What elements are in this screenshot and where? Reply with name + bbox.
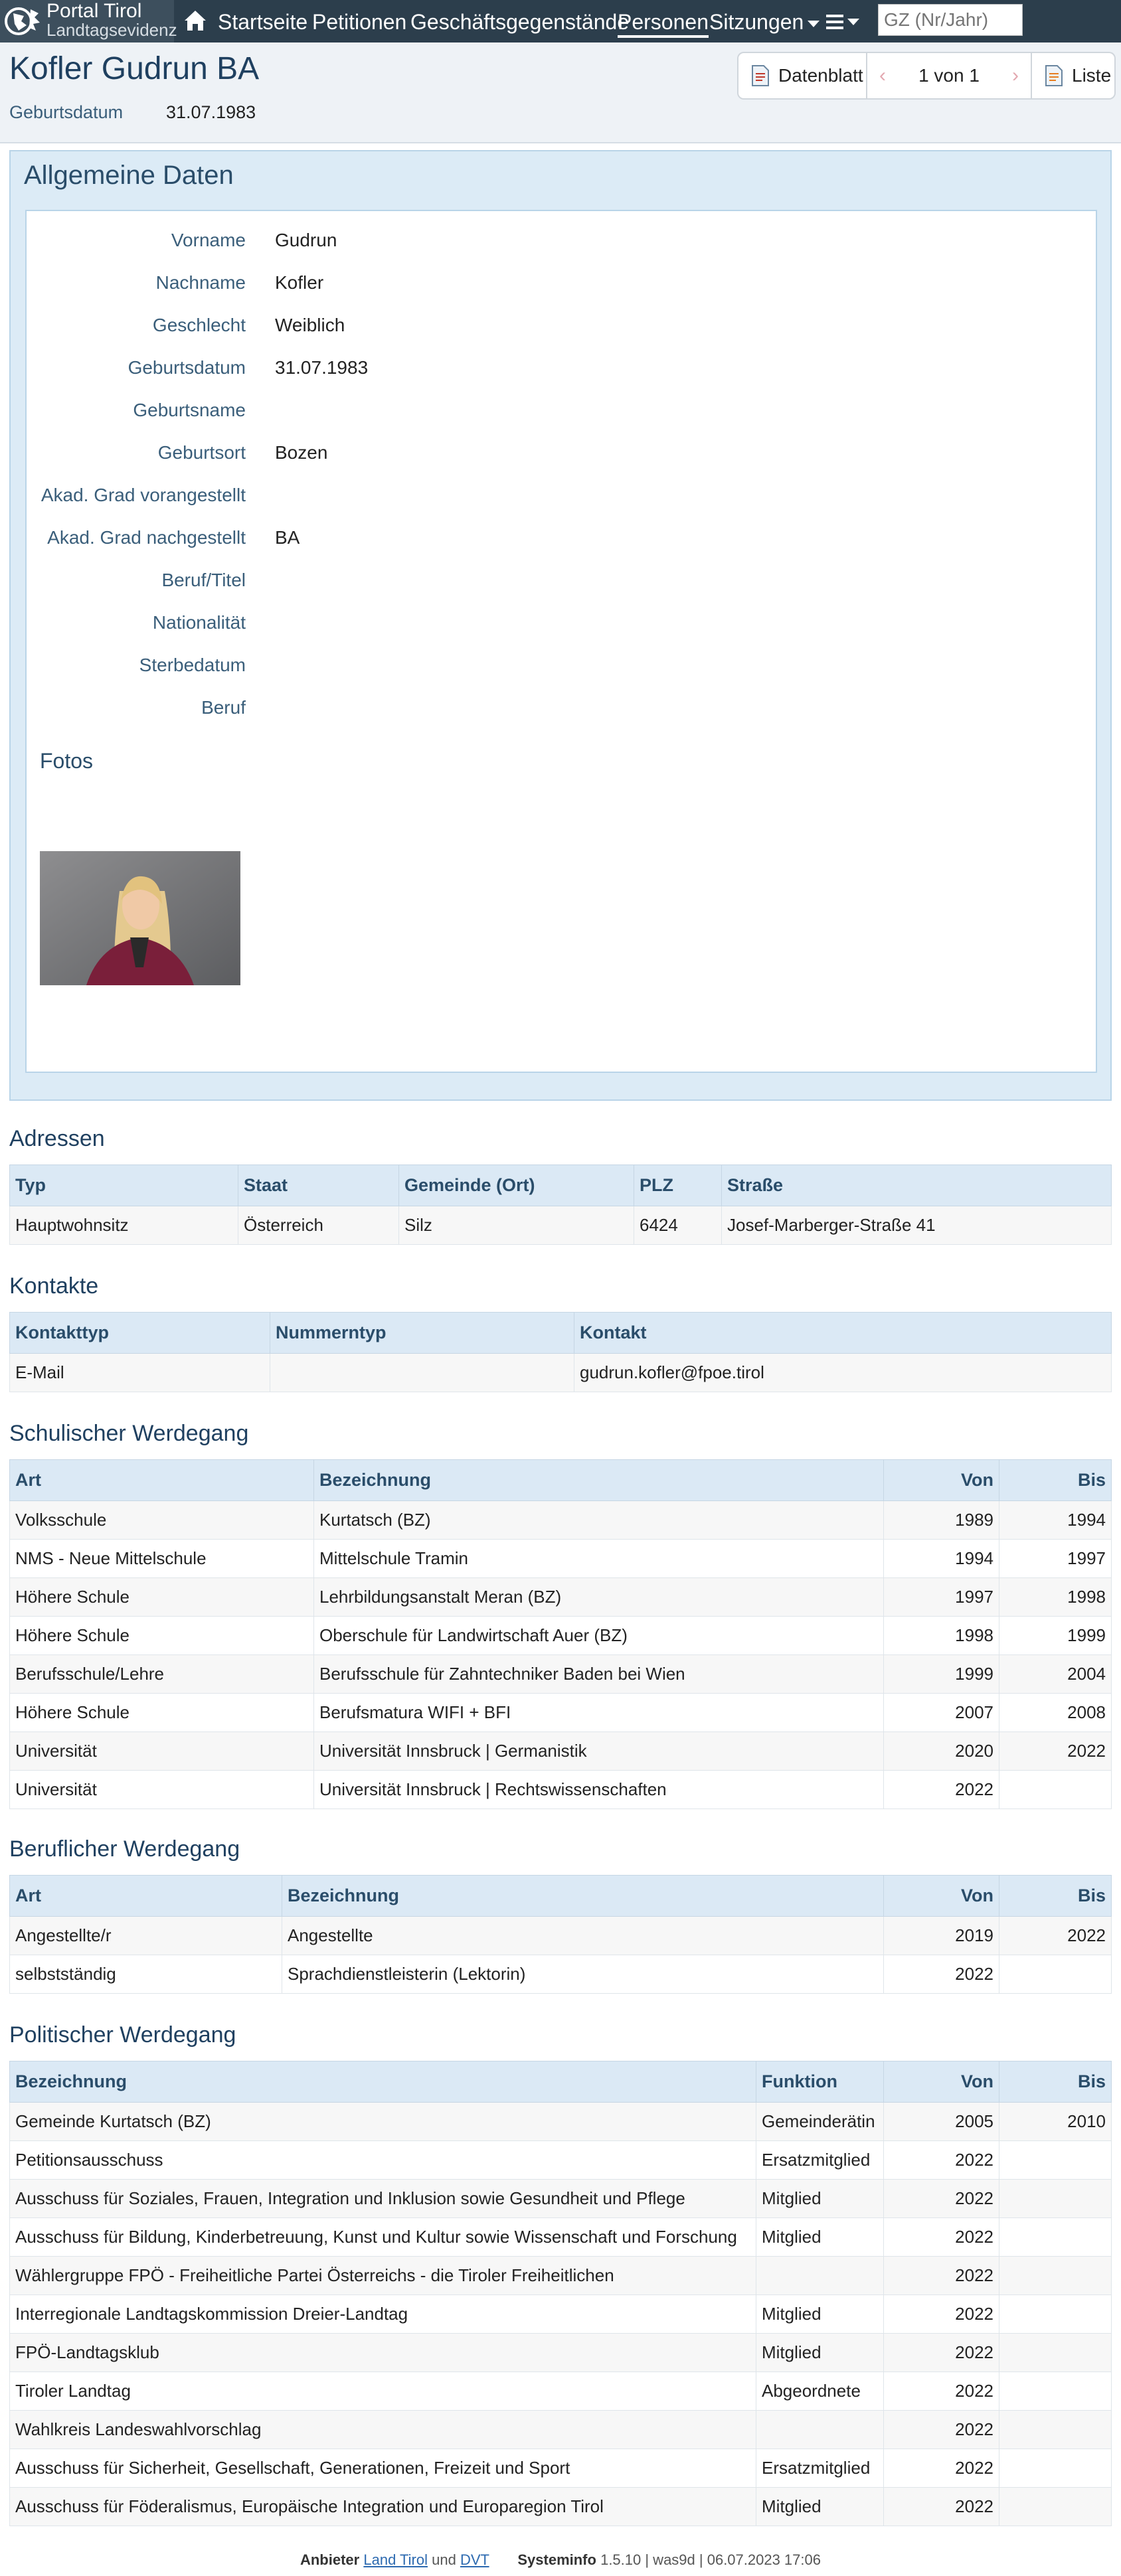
column-header[interactable]: Bezeichnung — [314, 1460, 884, 1501]
navbar — [0, 0, 1121, 42]
table-cell: Berufsmatura WIFI + BFI — [314, 1694, 884, 1732]
table-cell — [999, 2141, 1112, 2180]
field-label: Akad. Grad nachgestellt — [47, 527, 246, 548]
table-row — [10, 1655, 1112, 1694]
table-cell — [999, 2180, 1112, 2218]
dob-label: Geburtsdatum — [9, 102, 124, 122]
table-cell: Gemeinde Kurtatsch (BZ) — [10, 2103, 756, 2141]
field-value: BA — [275, 527, 300, 548]
hamburger-menu[interactable] — [826, 12, 866, 32]
table-cell: Mitglied — [756, 2334, 884, 2372]
field-vorname — [27, 227, 1089, 254]
portrait-photo[interactable] — [40, 851, 240, 985]
table-cell: 2008 — [999, 1694, 1112, 1732]
footer — [0, 2544, 1121, 2576]
field-label: Geburtsort — [157, 442, 246, 463]
nav-geschaeftsgegenstaende[interactable]: Geschäftsgegenstände — [410, 10, 630, 34]
field-label: Geburtsname — [133, 400, 246, 420]
land-tirol-link[interactable]: Land Tirol — [363, 2551, 428, 2568]
table-cell: Ausschuss für Bildung, Kinderbetreuung, Kunst und Kultur sowie Wissenschaft und Forschung — [10, 2218, 756, 2257]
table-cell: Josef-Marberger-Straße 41 — [722, 1206, 1112, 1245]
nav-sitzungen-label: Sitzungen — [709, 10, 804, 34]
table-cell: Universität — [10, 1771, 314, 1809]
toolbar — [737, 52, 1116, 100]
menu-bar-icon — [826, 27, 843, 29]
column-header[interactable]: Kontakt — [574, 1313, 1112, 1354]
menu-bar-icon — [826, 15, 843, 17]
table-cell: Berufsschule für Zahntechniker Baden bei Wien — [314, 1655, 884, 1694]
schulischer-werdegang-title: Schulischer Werdegang — [9, 1421, 249, 1446]
field-label: Vorname — [171, 230, 246, 250]
table-cell: Mittelschule Tramin — [314, 1540, 884, 1578]
table-cell: Hauptwohnsitz — [10, 1206, 238, 1245]
table-cell: 2022 — [884, 2449, 999, 2488]
table-cell: Österreich — [238, 1206, 399, 1245]
table-cell: Interregionale Landtagskommission Dreier-Landtag — [10, 2295, 756, 2334]
table-cell: gudrun.kofler@fpoe.tirol — [574, 1354, 1112, 1392]
column-header[interactable]: Von — [884, 2061, 999, 2103]
fotos-title: Fotos — [40, 749, 94, 773]
table-row — [10, 1578, 1112, 1617]
table-cell: 1997 — [884, 1578, 999, 1617]
allgemeine-daten-panel — [9, 150, 1112, 1101]
table-cell: Sprachdienstleisterin (Lektorin) — [282, 1955, 884, 1994]
table-cell: Mitglied — [756, 2180, 884, 2218]
table-row — [10, 1617, 1112, 1655]
table-cell: 2010 — [999, 2103, 1112, 2141]
allgemeine-daten-content — [25, 210, 1097, 1073]
field-value: Bozen — [275, 442, 328, 463]
table-cell: 2004 — [999, 1655, 1112, 1694]
table-row — [10, 2180, 1112, 2218]
table-row — [10, 2218, 1112, 2257]
field-label: Beruf — [201, 697, 246, 718]
table-cell: 1999 — [999, 1617, 1112, 1655]
table-cell: Höhere Schule — [10, 1617, 314, 1655]
table-cell: Angestellte — [282, 1917, 884, 1955]
table-header-row — [10, 2061, 1112, 2103]
table-cell: 1998 — [999, 1578, 1112, 1617]
table-header-row — [10, 1460, 1112, 1501]
column-header[interactable]: Gemeinde (Ort) — [399, 1165, 634, 1206]
table-cell: 2022 — [999, 1917, 1112, 1955]
field-sterbedatum — [27, 652, 1089, 679]
table-cell: 2022 — [884, 2180, 999, 2218]
table-cell: Oberschule für Landwirtschaft Auer (BZ) — [314, 1617, 884, 1655]
column-header[interactable]: Von — [884, 1460, 999, 1501]
table-cell: 1997 — [999, 1540, 1112, 1578]
table-row — [10, 2411, 1112, 2449]
table-row — [10, 1917, 1112, 1955]
table-cell — [999, 2257, 1112, 2295]
table-cell: 2022 — [884, 2411, 999, 2449]
table-cell: Ersatzmitglied — [756, 2449, 884, 2488]
table-cell: Wählergruppe FPÖ - Freiheitliche Partei Österreichs - die Tiroler Freiheitlichen — [10, 2257, 756, 2295]
column-header[interactable]: Bis — [999, 2061, 1112, 2103]
table-cell: 2022 — [884, 1955, 999, 1994]
field-akad-grad-nachgestellt — [27, 524, 1089, 551]
table-cell — [756, 2257, 884, 2295]
column-header[interactable]: PLZ — [634, 1165, 722, 1206]
table-row — [10, 1206, 1112, 1245]
table-cell — [999, 2411, 1112, 2449]
table-cell: 1989 — [884, 1501, 999, 1540]
table-cell — [999, 2218, 1112, 2257]
systeminfo-value: 1.5.10 | was9d | 06.07.2023 17:06 — [600, 2551, 821, 2568]
schulischer-werdegang-table — [9, 1459, 1112, 1809]
table-cell: 2022 — [884, 2334, 999, 2372]
column-header[interactable]: Art — [10, 1876, 282, 1917]
table-cell: 2019 — [884, 1917, 999, 1955]
table-cell: Petitionsausschuss — [10, 2141, 756, 2180]
field-beruf-titel — [27, 567, 1089, 594]
column-header[interactable]: Bis — [999, 1876, 1112, 1917]
column-header[interactable]: Bezeichnung — [10, 2061, 756, 2103]
brand-subtitle: Landtagsevidenz — [46, 20, 177, 40]
column-header[interactable]: Bis — [999, 1460, 1112, 1501]
table-cell: Höhere Schule — [10, 1578, 314, 1617]
field-value: Weiblich — [275, 315, 345, 335]
table-cell — [999, 1771, 1112, 1809]
anbieter-label: Anbieter — [300, 2551, 360, 2568]
datenblatt-button[interactable] — [737, 52, 867, 100]
politischer-werdegang-table — [9, 2061, 1112, 2526]
home-icon[interactable] — [183, 9, 207, 32]
field-value: 31.07.1983 — [275, 357, 369, 378]
nav-petitionen[interactable]: Petitionen — [312, 10, 407, 34]
column-header[interactable]: Nummerntyp — [270, 1313, 574, 1354]
table-cell — [999, 2488, 1112, 2526]
column-header[interactable]: Art — [10, 1460, 314, 1501]
table-cell: selbstständig — [10, 1955, 282, 1994]
table-row — [10, 1955, 1112, 1994]
liste-button[interactable] — [1032, 52, 1116, 100]
chevron-down-icon — [847, 19, 859, 25]
table-row — [10, 1694, 1112, 1732]
systeminfo-label: Systeminfo — [517, 2551, 596, 2568]
table-cell: 6424 — [634, 1206, 722, 1245]
person-header — [0, 42, 1121, 143]
table-cell: Höhere Schule — [10, 1694, 314, 1732]
table-cell — [270, 1354, 574, 1392]
field-label: Geburtsdatum — [128, 357, 246, 378]
table-row — [10, 2257, 1112, 2295]
table-row — [10, 1354, 1112, 1392]
dvt-link[interactable]: DVT — [460, 2551, 489, 2568]
allgemeine-daten-title: Allgemeine Daten — [24, 161, 234, 190]
pager — [867, 52, 1032, 100]
table-cell: Abgeordnete — [756, 2372, 884, 2411]
column-header[interactable]: Von — [884, 1876, 999, 1917]
table-cell — [999, 2449, 1112, 2488]
table-cell: Mitglied — [756, 2218, 884, 2257]
table-row — [10, 2488, 1112, 2526]
table-cell: 2022 — [884, 2257, 999, 2295]
table-cell: 1994 — [884, 1540, 999, 1578]
column-header[interactable]: Funktion — [756, 2061, 884, 2103]
table-cell: Gemeinderätin — [756, 2103, 884, 2141]
table-cell: Berufsschule/Lehre — [10, 1655, 314, 1694]
field-label: Beruf/Titel — [161, 570, 246, 590]
table-cell: Lehrbildungsanstalt Meran (BZ) — [314, 1578, 884, 1617]
table-cell: NMS - Neue Mittelschule — [10, 1540, 314, 1578]
table-cell: Volksschule — [10, 1501, 314, 1540]
table-cell: Universität — [10, 1732, 314, 1771]
chevron-left-icon[interactable]: ‹ — [879, 64, 886, 86]
tirol-eagle-logo-icon — [4, 4, 43, 39]
beruflicher-werdegang-table — [9, 1875, 1112, 1994]
table-row — [10, 1540, 1112, 1578]
table-header-row — [10, 1876, 1112, 1917]
table-cell: 1994 — [999, 1501, 1112, 1540]
table-cell: Tiroler Landtag — [10, 2372, 756, 2411]
table-cell: 2022 — [999, 1732, 1112, 1771]
field-label: Sterbedatum — [139, 655, 246, 675]
field-label: Nationalität — [152, 612, 246, 633]
table-cell — [999, 2295, 1112, 2334]
politischer-werdegang-title: Politischer Werdegang — [9, 2022, 236, 2048]
nav-sitzungen[interactable] — [709, 9, 819, 35]
table-row — [10, 2103, 1112, 2141]
field-label: Nachname — [155, 272, 246, 293]
field-beruf — [27, 694, 1089, 721]
menu-bar-icon — [826, 21, 843, 23]
table-row — [10, 2449, 1112, 2488]
pager-label: 1 von 1 — [918, 65, 980, 86]
field-nationalitaet — [27, 609, 1089, 636]
table-cell — [999, 1955, 1112, 1994]
dob-value: 31.07.1983 — [166, 102, 256, 122]
column-header[interactable]: Straße — [722, 1165, 1112, 1206]
field-geburtsort — [27, 440, 1089, 466]
column-header[interactable]: Kontakttyp — [10, 1313, 270, 1354]
table-cell: Universität Innsbruck | Germanistik — [314, 1732, 884, 1771]
table-row — [10, 2334, 1112, 2372]
table-row — [10, 2372, 1112, 2411]
table-cell: E-Mail — [10, 1354, 270, 1392]
table-header-row — [10, 1313, 1112, 1354]
table-cell: Silz — [399, 1206, 634, 1245]
field-geburtsname — [27, 397, 1089, 424]
table-row — [10, 1501, 1112, 1540]
table-cell: FPÖ-Landtagsklub — [10, 2334, 756, 2372]
table-cell: 2022 — [884, 2141, 999, 2180]
gz-search-input[interactable] — [878, 4, 1023, 36]
field-value: Gudrun — [275, 230, 337, 250]
field-geburtsdatum — [27, 355, 1089, 381]
datenblatt-label: Datenblatt — [778, 65, 863, 86]
table-cell: 2005 — [884, 2103, 999, 2141]
kontakte-title: Kontakte — [9, 1273, 99, 1299]
table-row — [10, 1732, 1112, 1771]
table-cell: Ausschuss für Soziales, Frauen, Integration und Inklusion sowie Gesundheit und Pflege — [10, 2180, 756, 2218]
table-cell: Ausschuss für Sicherheit, Gesellschaft, Generationen, Freizeit und Sport — [10, 2449, 756, 2488]
brand[interactable] — [0, 0, 177, 42]
table-cell — [999, 2334, 1112, 2372]
document-icon — [750, 64, 770, 87]
beruflicher-werdegang-title: Beruflicher Werdegang — [9, 1836, 240, 1862]
table-cell: Kurtatsch (BZ) — [314, 1501, 884, 1540]
nav-startseite[interactable]: Startseite — [218, 10, 308, 34]
table-cell: Mitglied — [756, 2488, 884, 2526]
chevron-right-icon[interactable]: › — [1011, 64, 1019, 86]
table-header-row — [10, 1165, 1112, 1206]
table-cell: Ersatzmitglied — [756, 2141, 884, 2180]
table-cell: 2022 — [884, 2218, 999, 2257]
nav-personen[interactable]: Personen — [618, 9, 709, 38]
table-cell: Universität Innsbruck | Rechtswissenschaften — [314, 1771, 884, 1809]
table-cell: Angestellte/r — [10, 1917, 282, 1955]
brand-title: Portal Tirol — [46, 0, 142, 22]
table-cell: 2022 — [884, 2372, 999, 2411]
table-cell: Ausschuss für Föderalismus, Europäische Integration und Europaregion Tirol — [10, 2488, 756, 2526]
table-cell — [756, 2411, 884, 2449]
table-cell: 2022 — [884, 1771, 999, 1809]
list-document-icon — [1044, 64, 1064, 87]
page-title: Kofler Gudrun BA — [9, 51, 260, 86]
table-cell: 2007 — [884, 1694, 999, 1732]
adressen-table — [9, 1165, 1112, 1245]
adressen-title: Adressen — [9, 1126, 105, 1151]
field-label: Geschlecht — [152, 315, 246, 335]
table-row — [10, 2141, 1112, 2180]
und-text: und — [432, 2551, 456, 2568]
field-geschlecht — [27, 312, 1089, 339]
column-header[interactable]: Typ — [10, 1165, 238, 1206]
table-cell: 1999 — [884, 1655, 999, 1694]
table-cell: 1998 — [884, 1617, 999, 1655]
kontakte-table — [9, 1312, 1112, 1392]
table-cell: Wahlkreis Landeswahlvorschlag — [10, 2411, 756, 2449]
table-cell: Mitglied — [756, 2295, 884, 2334]
column-header[interactable]: Bezeichnung — [282, 1876, 884, 1917]
field-nachname — [27, 270, 1089, 296]
table-row — [10, 1771, 1112, 1809]
field-value: Kofler — [275, 272, 324, 293]
table-cell: 2022 — [884, 2295, 999, 2334]
column-header[interactable]: Staat — [238, 1165, 399, 1206]
table-cell: 2022 — [884, 2488, 999, 2526]
field-label: Akad. Grad vorangestellt — [41, 485, 246, 505]
field-akad-grad-vorangestellt — [27, 482, 1089, 509]
table-row — [10, 2295, 1112, 2334]
table-cell — [999, 2372, 1112, 2411]
table-cell: 2020 — [884, 1732, 999, 1771]
chevron-down-icon — [808, 21, 819, 27]
liste-label: Liste — [1072, 65, 1112, 86]
